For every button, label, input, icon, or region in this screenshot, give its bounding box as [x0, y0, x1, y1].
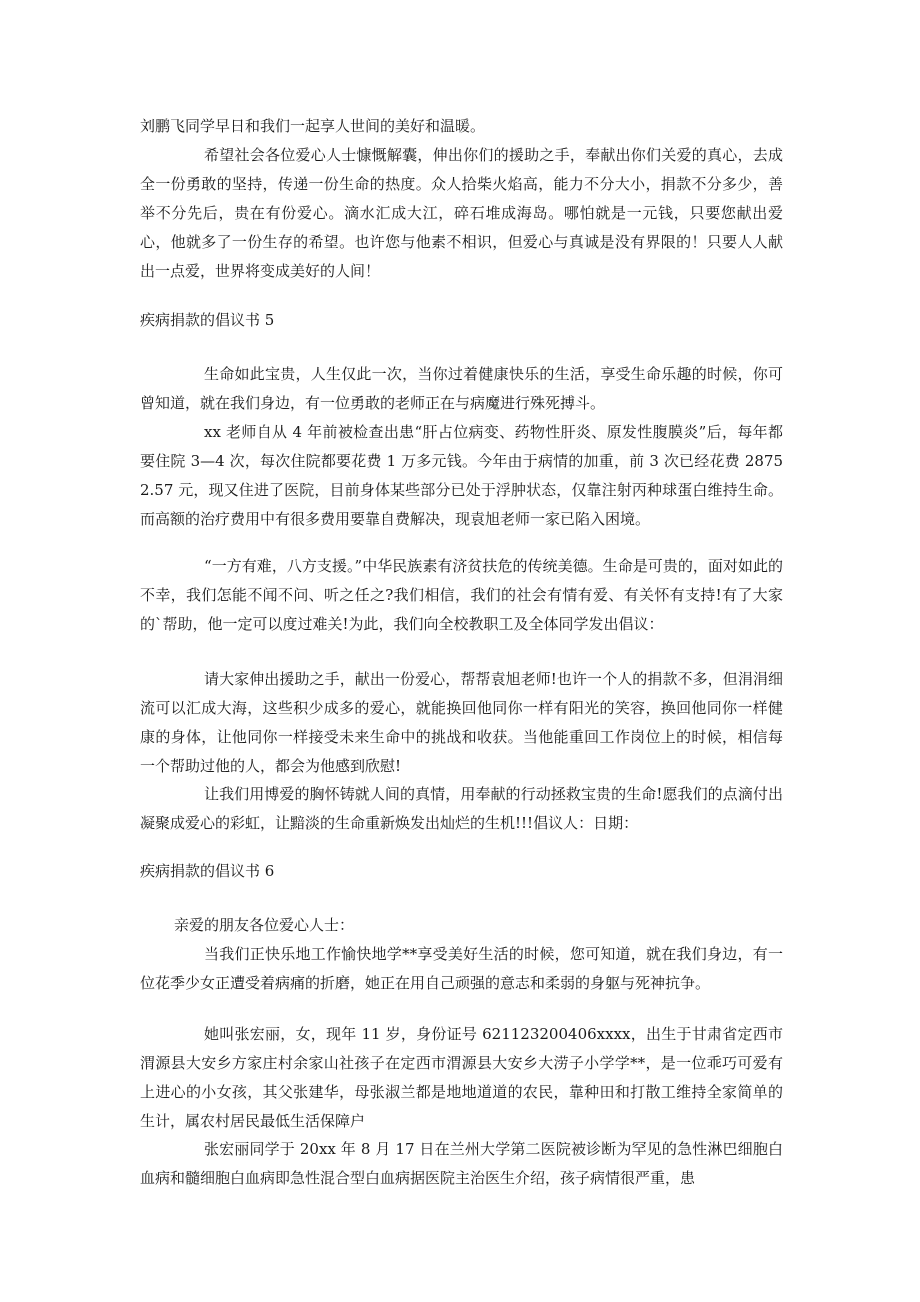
paragraph-support-call: “一方有难，八方支援。”中华民族素有济贫扶危的传统美德。生命是可贵的，面对如此的不幸，我们怎能不闻不问、听之任之?我们相信，我们的社会有情有爱、有关怀有支持!有了大家的`帮助，他一定可以度过难关!为此，我们向全校教职工及全体同学发出倡议： — [140, 557, 783, 633]
paragraph-girl-intro: 当我们正快乐地工作愉快地学**享受美好生活的时候，您可知道，就在我们身边，有一位花季少女正遭受着病痛的折磨，她正在用自己顽强的意志和柔弱的身躯与死神抗争。 — [140, 945, 783, 992]
paragraph-closing-appeal: 让我们用博爱的胸怀铸就人间的真情，用奉献的行动拯救宝贵的生命!愿我们的点滴付出凝聚成爱心的彩虹，让黯淡的生命重新焕发出灿烂的生机!!!倡议人：日期： — [140, 785, 783, 832]
paragraph-teacher-illness: xx 老师自从 4 年前被检查出患“肝占位病变、药物性肝炎、原发性腹膜炎”后，每年都要住院 3—4 次，每次住院都要花费 1 万多元钱。今年由于病情的加重，前 3 次已经花费 28752.57 元，现又住进了医院，目前身体某些部分已处于浮肿状态，仅靠注射丙种球蛋白维持生命。而高额的治疗费用中有很多费用要靠自费解决，现袁旭老师一家已陷入困境。 — [140, 423, 783, 528]
section-heading-6: 疾病捐款的倡议书 6 — [140, 862, 275, 880]
paragraph-help-request: 请大家伸出援助之手，献出一份爱心，帮帮袁旭老师!也许一个人的捐款不多，但涓涓细流可以汇成大海，这些积少成多的爱心，就能换回他同你一样有阳光的笑容，换回他同你一样健康的身体，让他同你一样接受未来生命中的挑战和收获。当他能重回工作岗位上的时候，相信每一个帮助过他的人，都会为他感到欣慰! — [140, 670, 783, 775]
paragraph-life-precious: 生命如此宝贵，人生仅此一次，当你过着健康快乐的生活，享受生命乐趣的时候，你可曾知道，就在我们身边，有一位勇敢的老师正在与病魔进行殊死搏斗。 — [140, 365, 783, 412]
paragraph-diagnosis: 张宏丽同学于 20xx 年 8 月 17 日在兰州大学第二医院被诊断为罕见的急性淋巴细胞白血病和髓细胞白血病即急性混合型白血病据医院主治医生介绍，孩子病情很严重，患 — [140, 1140, 783, 1187]
paragraph-appeal: 希望社会各位爱心人士慷慨解囊，伸出你们的援助之手，奉献出你们关爱的真心，去成全一份勇敢的坚持，传递一份生命的热度。众人拾柴火焰高，能力不分大小，捐款不分多少，善举不分先后，贵在有份爱心。滴水汇成大江，碎石堆成海岛。哪怕就是一元钱，只要您献出爱心，他就多了一份生存的希望。也许您与他素不相识，但爱心与真诚是没有界限的！只要人人献出一点爱，世界将变成美好的人间！ — [140, 146, 783, 280]
salutation: 亲爱的朋友各位爱心人士： — [174, 916, 355, 934]
section-heading-5: 疾病捐款的倡议书 5 — [140, 311, 275, 329]
paragraph-closing-wish: 刘鹏飞同学早日和我们一起享人世间的美好和温暖。 — [140, 117, 486, 135]
paragraph-girl-background: 她叫张宏丽，女，现年 11 岁，身份证号 621123200406xxxx，出生于甘肃省定西市渭源县大安乡方家庄村余家山社孩子在定西市渭源县大安乡大涝子小学学**，是一位乖巧可爱有上进心的小女孩，其父张建华，母张淑兰都是地地道道的农民，靠种田和打散工维持全家简单的生计，属农村居民最低生活保障户 — [140, 1025, 783, 1130]
